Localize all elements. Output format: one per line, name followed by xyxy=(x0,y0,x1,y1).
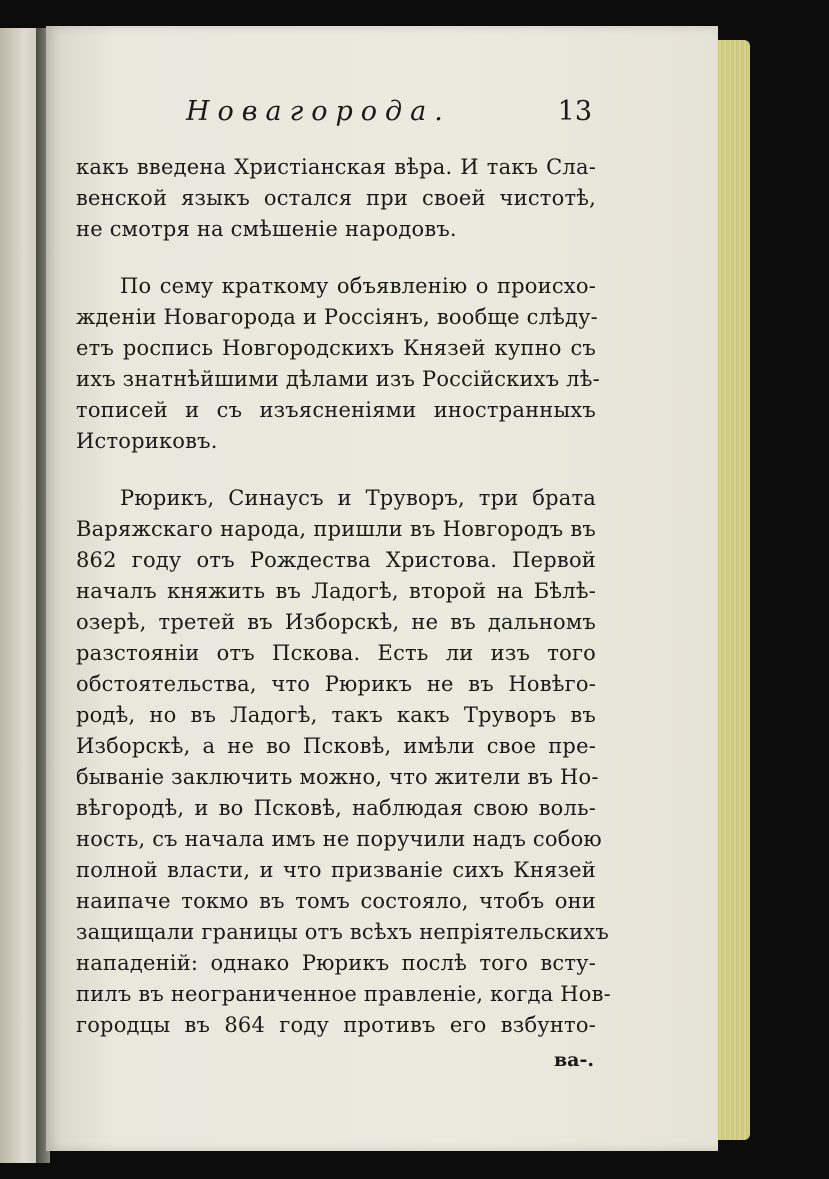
text-line: обстоятельства, что Рюрикъ не въ Новѣго- xyxy=(76,672,596,696)
catchword: ва-. xyxy=(553,1049,594,1071)
text-line: венской языкъ остался при своей чистотѣ, xyxy=(76,186,596,210)
text-line: пилъ въ неограниченное правленіе, когда Нов- xyxy=(76,982,611,1006)
text-line: бываніе заключить можно, что жители въ Но- xyxy=(76,765,599,789)
text-line: не смотря на смѣшеніе народовъ. xyxy=(76,217,457,241)
text-line: Варяжскаго народа, пришли въ Новгородъ въ xyxy=(76,517,596,541)
text-line: полной власти, и что призваніе сихъ Князей xyxy=(76,858,596,882)
text-line: етъ роспись Новгородскихъ Князей купно съ xyxy=(76,336,596,360)
text-line: озерѣ, третей въ Изборскѣ, не въ дальномъ xyxy=(76,610,596,634)
page-text-block xyxy=(76,96,611,1071)
text-line: ихъ знатнѣйшими дѣлами изъ Россійскихъ лѣ- xyxy=(76,367,600,391)
paragraph-2 xyxy=(76,271,600,457)
text-line: вѣгородѣ, и во Псковѣ, наблюдая свою воль- xyxy=(76,796,596,820)
text-line: защищали границы отъ всѣхъ непріятельскихъ xyxy=(76,920,609,944)
text-line: Изборскѣ, а не во Псковѣ, имѣли свое пре- xyxy=(76,734,596,758)
page-number: 13 xyxy=(557,96,592,127)
text-line: жденіи Новагорода и Россіянъ, вообще слѣду- xyxy=(76,305,598,329)
paragraph-3 xyxy=(76,483,611,1041)
text-line: родѣ, но въ Ладогѣ, такъ какъ Труворъ въ xyxy=(76,703,596,727)
text-line: нападеній: однако Рюрикъ послѣ того всту- xyxy=(76,951,596,975)
text-line: тописей и съ изъясненіями иностранныхъ xyxy=(76,398,596,422)
page-header xyxy=(76,96,596,140)
text-line: какъ введена Христіанская вѣра. И такъ Сла- xyxy=(76,155,596,179)
text-line: ность, съ начала имъ не поручили надъ собою xyxy=(76,827,602,851)
running-title: Новагорода. xyxy=(186,96,451,127)
text-line: Историковъ. xyxy=(76,429,218,453)
text-line: разстояніи отъ Пскова. Есть ли изъ того xyxy=(76,641,596,665)
text-line: наипаче токмо въ томъ состояло, чтобъ они xyxy=(76,889,596,913)
text-line: началъ княжить въ Ладогѣ, второй на Бѣлѣ- xyxy=(76,579,596,603)
paragraph-1 xyxy=(76,152,596,245)
text-line: По сему краткому объявленію о происхо- xyxy=(120,274,596,298)
facing-page-edge xyxy=(0,28,40,1163)
text-line: 862 году отъ Рождества Христова. Первой xyxy=(76,548,596,572)
text-line: Рюрикъ, Синаусъ и Труворъ, три брата xyxy=(120,486,596,510)
text-line: городцы въ 864 году противъ его взбунто- xyxy=(76,1013,596,1037)
